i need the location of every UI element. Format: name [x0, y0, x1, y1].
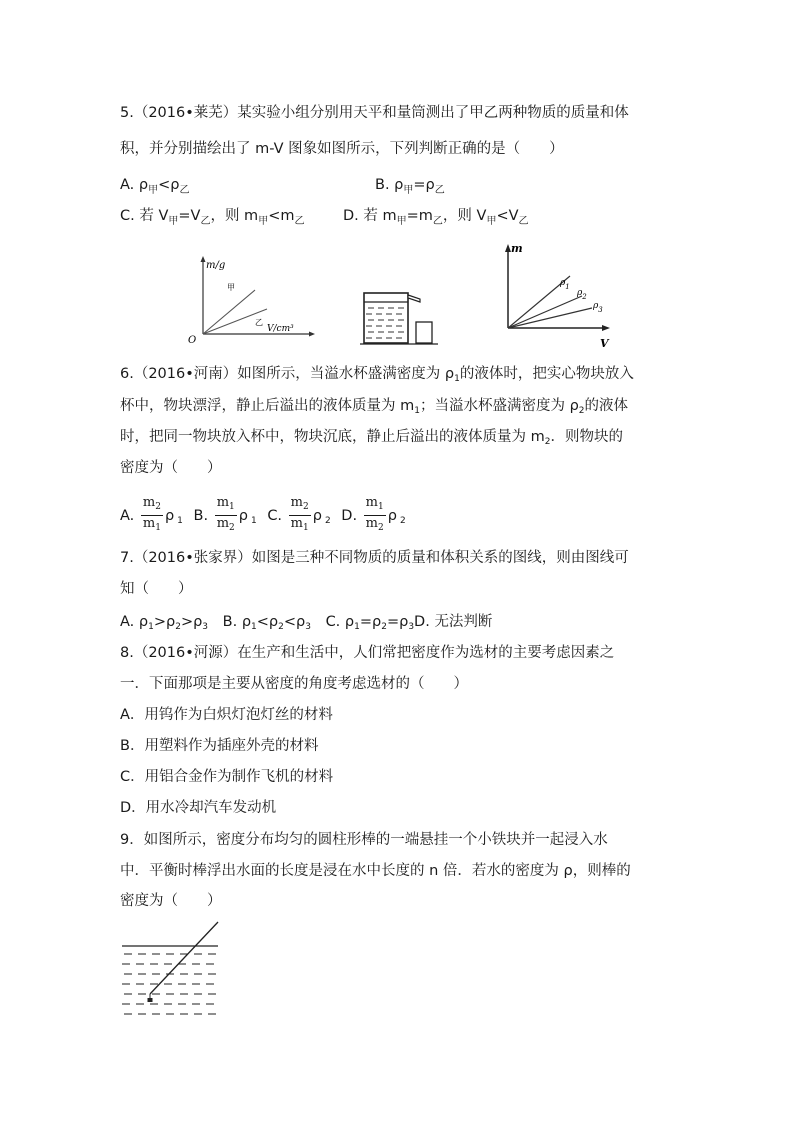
q5-option-c[interactable]: C. 若 $V_甲=V_乙$，则 $m_甲<m_乙$ — [120, 208, 305, 227]
water-hatching — [122, 954, 216, 1014]
q8-option-b[interactable]: B．用塑料作为插座外壳的材料 — [120, 738, 319, 754]
q8-stem-line1: 8.（2016•河源）在生产和生活中，人们常把密度作为选材的主要考虑因素之 — [120, 645, 615, 661]
iron-block — [148, 998, 153, 1002]
q6-option-d[interactable]: D. $\frac{m_1}{m_2}$ ρ $_2$ — [341, 508, 405, 524]
fraction: $\frac{m_2}{m_1}$ — [142, 495, 161, 533]
q6-options — [120, 495, 406, 536]
q5-stem-line2: 积，并分别描绘出了 m-V 图象如图所示，下列判断正确的是（ ） — [120, 141, 564, 157]
q5-mv-graph — [183, 252, 323, 344]
q5-option-d[interactable]: D. 若 $m_甲=m_乙$，则 $V_甲<V_乙$ — [343, 208, 529, 227]
q9-stem-line2: 中．平衡时棒浮出水面的长度是浸在水中长度的 n 倍．若水的密度为 ρ，则棒的 — [120, 863, 631, 879]
q5-option-b[interactable]: B. $\rho_甲=\rho_乙$ — [375, 177, 445, 196]
y-axis-label: m — [511, 242, 523, 255]
fraction: $\frac{m_1}{m_2}$ — [216, 495, 235, 533]
q8-option-d[interactable]: D．用水冷却汽车发动机 — [120, 800, 277, 816]
q7-option-a[interactable]: A. $\rho_1>\rho_2>\rho_3$ — [120, 614, 209, 632]
q7-stem-line2: 知（ ） — [120, 581, 193, 597]
q6-stem-line1: 6.（2016•河南）如图所示，当溢水杯盛满密度为 $\rho_1$的液体时，把实心物块放入 — [120, 366, 634, 384]
q6-option-a[interactable]: A. $\frac{m_2}{m_1}$ ρ $_1$ — [120, 508, 188, 524]
overflow-cup — [364, 293, 408, 343]
q5-option-a[interactable]: A. $\rho_甲<\rho_乙$ — [120, 177, 190, 196]
label-rho2: $\rho_2$ — [577, 288, 587, 301]
q9-stem-line1: 9．如图所示，密度分布均匀的圆柱形棒的一端悬挂一个小铁块并一起浸入水 — [120, 832, 608, 848]
q9-rod-in-water-figure — [118, 918, 224, 1028]
spout — [408, 295, 420, 302]
small-beaker — [416, 322, 432, 343]
q8-option-a[interactable]: A．用钨作为白炽灯泡灯丝的材料 — [120, 707, 333, 723]
label-yi: 乙 — [255, 318, 263, 327]
q8-stem-line2: 一．下面那项是主要从密度的角度考虑选材的（ ） — [120, 676, 468, 692]
q6-option-b[interactable]: B. $\frac{m_1}{m_2}$ ρ $_1$ — [194, 508, 262, 524]
q6-stem-line3: 时，把同一物块放入杯中，物块沉底，静止后溢出的液体质量为 $m_2$．则物块的 — [120, 429, 623, 447]
floating-rod — [150, 922, 218, 994]
q6-option-c[interactable]: C. $\frac{m_2}{m_1}$ ρ $_2$ — [267, 508, 335, 524]
label-jia: 甲 — [227, 283, 235, 292]
x-axis-label: V/cm³ — [267, 324, 294, 334]
x-axis-arrow-icon — [602, 325, 610, 331]
q9-stem-line3: 密度为（ ） — [120, 893, 222, 909]
origin-label: O — [188, 335, 197, 344]
q7-option-d[interactable]: D. 无法判断 — [414, 614, 493, 630]
q7-option-c[interactable]: C. $\rho_1=\rho_2=\rho_3$ — [325, 614, 415, 632]
label-rho3: $\rho_3$ — [593, 301, 603, 314]
q6-stem-line4: 密度为（ ） — [120, 460, 222, 476]
line-rho2 — [508, 296, 582, 328]
fraction: $\frac{m_1}{m_2}$ — [365, 495, 384, 533]
x-axis-label: V — [600, 337, 609, 350]
q7-option-b[interactable]: B. $\rho_1<\rho_2<\rho_3$ — [222, 614, 311, 632]
q7-options — [120, 612, 492, 637]
y-axis-label: m/g — [206, 260, 226, 271]
x-axis-arrow-icon — [309, 332, 315, 337]
label-rho1: $\rho_1$ — [560, 278, 570, 291]
line-jia — [203, 290, 255, 334]
q7-density-graph — [500, 240, 615, 350]
q6-overflow-cup-figure — [360, 288, 440, 346]
q8-option-c[interactable]: C．用铝合金作为制作飞机的材料 — [120, 769, 334, 785]
q5-stem-line1: 5.（2016•莱芜）某实验小组分别用天平和量筒测出了甲乙两种物质的质量和体 — [120, 105, 629, 121]
q7-stem-line1: 7.（2016•张家界）如图是三种不同物质的质量和体积关系的图线，则由图线可 — [120, 550, 629, 566]
fraction: $\frac{m_2}{m_1}$ — [290, 495, 309, 533]
q6-stem-line2: 杯中，物块漂浮，静止后溢出的液体质量为 $m_1$；当溢水杯盛满密度为 $\rho_2$的液体 — [120, 398, 629, 416]
y-axis-arrow-icon — [201, 256, 206, 262]
